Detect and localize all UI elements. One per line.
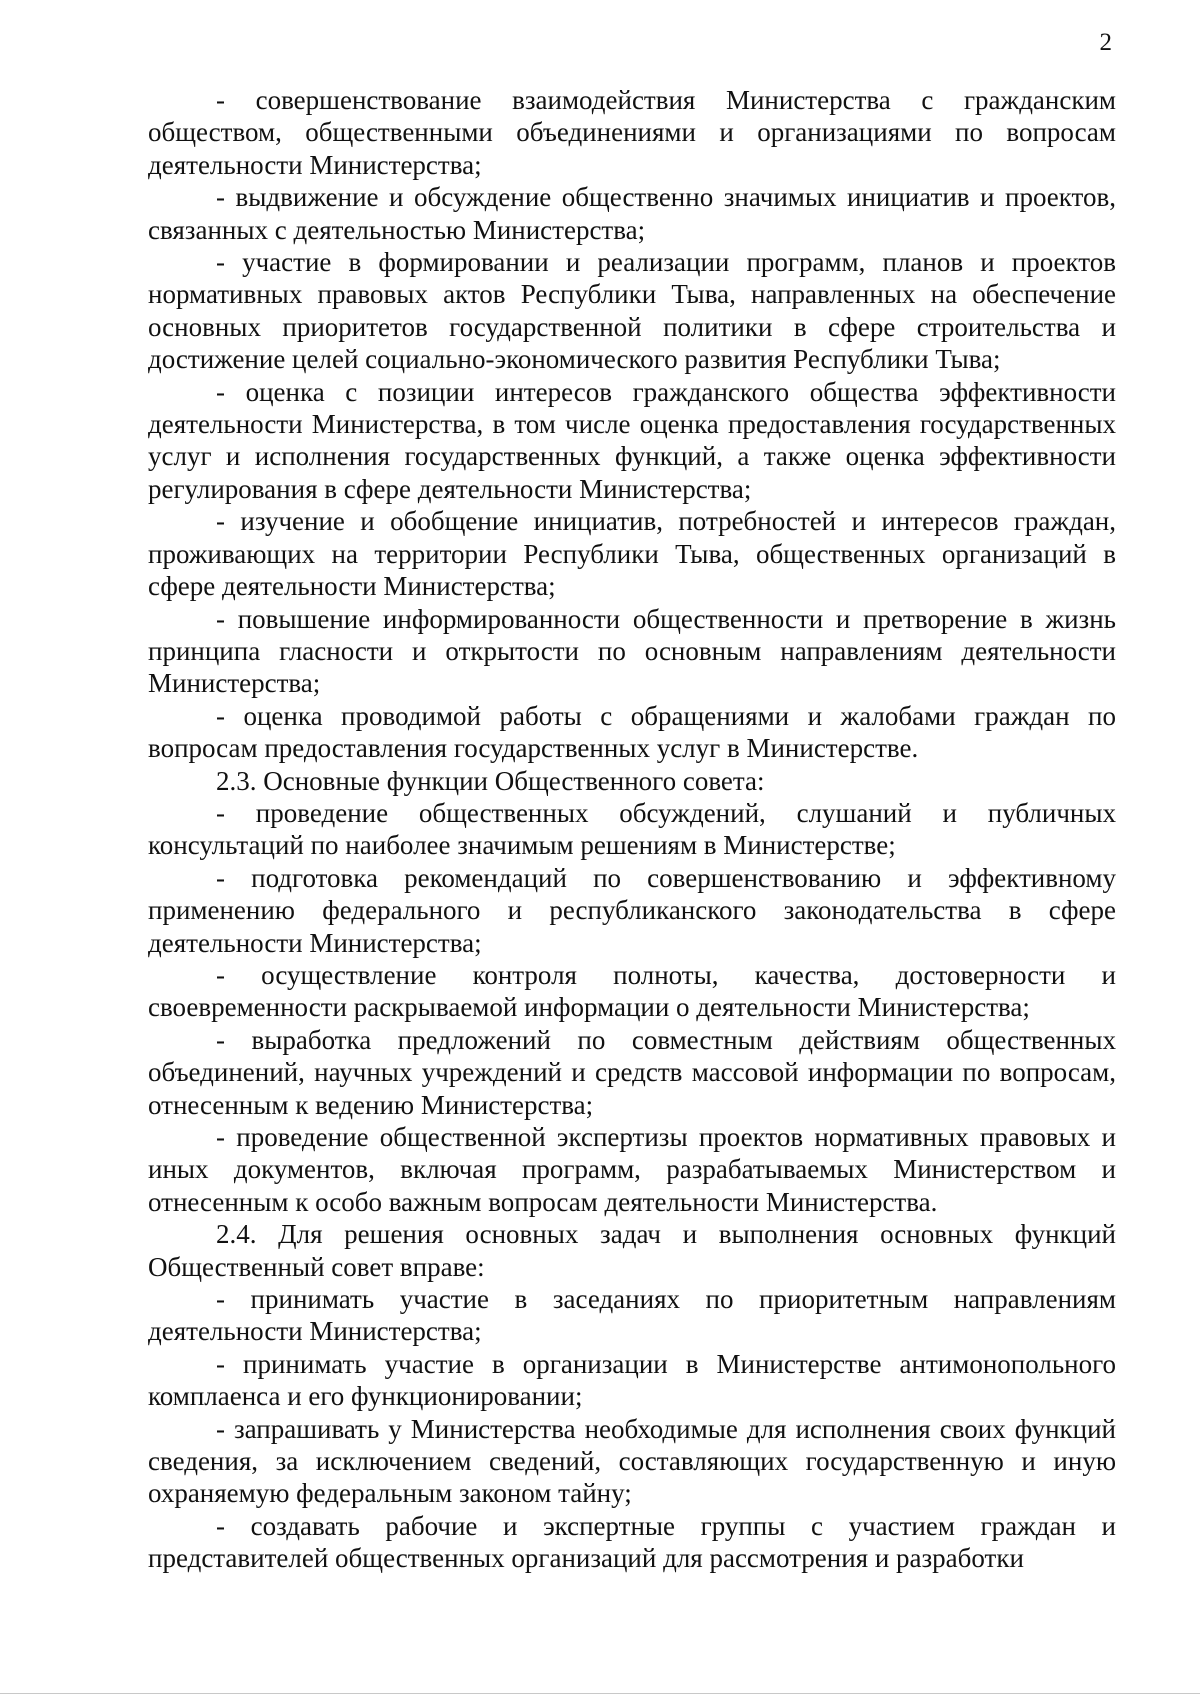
list-item: - осуществление контроля полноты, качества, достоверности и своевременности раскрываемой информации о деятельности Министерства; <box>148 959 1116 1023</box>
list-item: - подготовка рекомендаций по совершенствованию и эффективному применению федерального и республиканского законодательства в сфере деятельности Министерства; <box>148 862 1116 958</box>
scan-edge-divider <box>0 1693 1200 1694</box>
list-item: - выдвижение и обсуждение общественно значимых инициатив и проектов, связанных с деятельностью Министерства; <box>148 182 1116 245</box>
list-item: - оценка проводимой работы с обращениями и жалобами граждан по вопросам предоставления государственных услуг в Министерстве. <box>148 700 1116 764</box>
document-body <box>148 84 1116 1575</box>
list-item: - совершенствование взаимодействия Министерства с гражданским обществом, общественными объединениями и организациями по вопросам деятельности Министерства; <box>148 85 1116 180</box>
list-item: - выработка предложений по совместным действиям общественных объединений, научных учреждений и средств массовой информации по вопросам, отнесенным к ведению Министерства; <box>148 1024 1116 1120</box>
section-heading-2-4: 2.4. Для решения основных задач и выполнения основных функций Общественный совет вправе: <box>148 1219 1116 1282</box>
list-item: - принимать участие в организации в Министерстве антимонопольного комплаенса и его функционировании; <box>148 1348 1116 1412</box>
list-item: - создавать рабочие и экспертные группы с участием граждан и представителей общественных организаций для рассмотрения и разработки <box>148 1510 1116 1574</box>
list-item: - проведение общественной экспертизы проектов нормативных правовых и иных документов, включая программ, разрабатываемых Министерством и отнесенным к особо важным вопросам деятельности Министерства. <box>148 1122 1116 1217</box>
list-item: - повышение информированности общественности и претворение в жизнь принципа гласности и открытости по основным направлениям деятельности Министерства; <box>148 603 1116 699</box>
list-item: - проведение общественных обсуждений, слушаний и публичных консультаций по наиболее значимым решениям в Министерстве; <box>148 797 1116 861</box>
list-item: - запрашивать у Министерства необходимые для исполнения своих функций сведения, за исключением сведений, составляющих государственную и иную охраняемую федеральным законом тайну; <box>148 1413 1116 1509</box>
list-item: - оценка с позиции интересов гражданского общества эффективности деятельности Министерства, в том числе оценка предоставления государственных услуг и исполнения государственных функций, а также оценка эффективности регулирования в сфере деятельности Министерства; <box>148 376 1116 504</box>
page-number: 2 <box>1099 29 1112 56</box>
section-heading-2-3: 2.3. Основные функции Общественного совета: <box>216 765 765 796</box>
list-item: - принимать участие в заседаниях по приоритетным направлениям деятельности Министерства; <box>148 1284 1116 1347</box>
list-item: - участие в формировании и реализации программ, планов и проектов нормативных правовых актов Республики Тыва, направленных на обеспечение основных приоритетов государственной политики в сфере строительства и достижение целей социально-экономического развития Республики Тыва; <box>148 247 1116 375</box>
list-item: - изучение и обобщение инициатив, потребностей и интересов граждан, проживающих на территории Республики Тыва, общественных организаций в сфере деятельности Министерства; <box>148 506 1116 602</box>
